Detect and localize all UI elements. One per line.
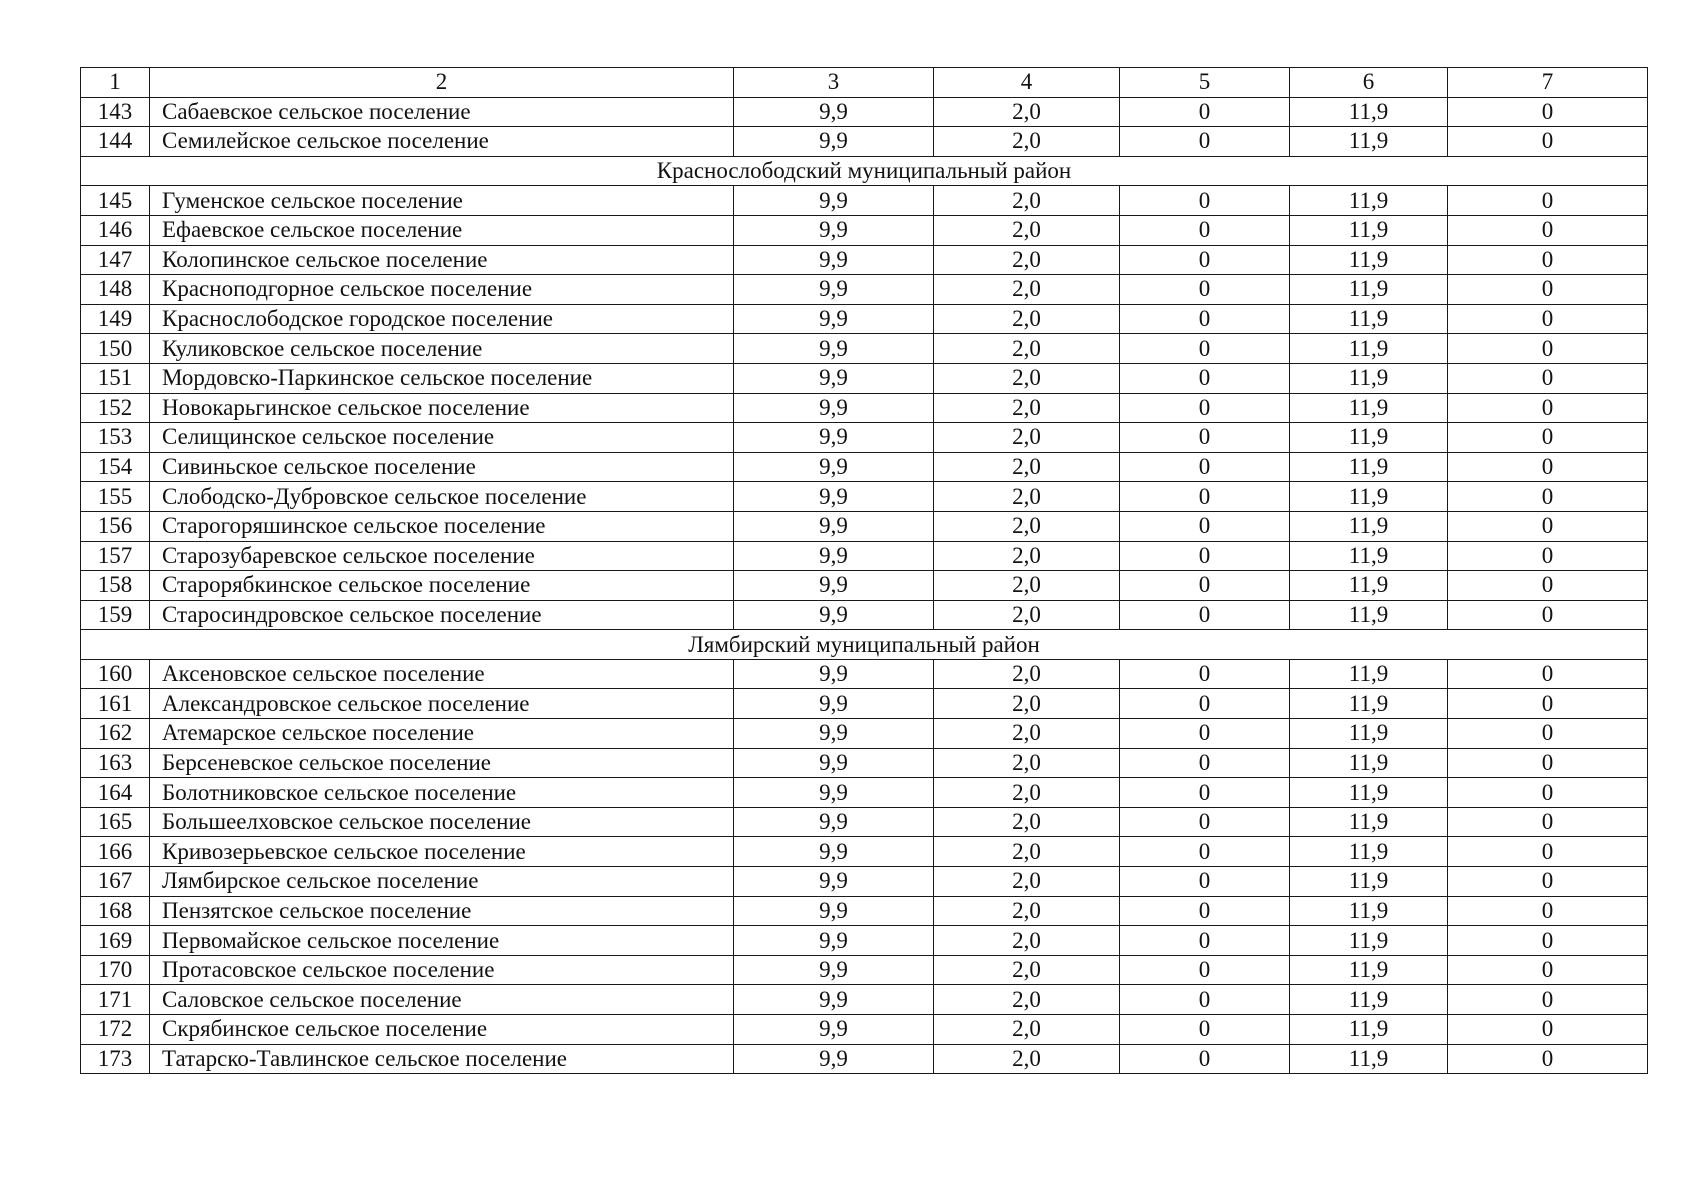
value-col-4: 2,0 [934,215,1120,245]
row-number: 169 [81,926,150,956]
settlement-name: Саловское сельское поселение [150,985,734,1015]
value-col-3: 9,9 [734,393,934,423]
value-col-7: 0 [1448,363,1648,393]
value-col-3: 9,9 [734,452,934,482]
value-col-3: 9,9 [734,867,934,897]
settlement-name: Сабаевское сельское поселение [150,97,734,127]
value-col-5: 0 [1120,245,1290,275]
value-col-4: 2,0 [934,1015,1120,1045]
row-number: 170 [81,955,150,985]
value-col-7: 0 [1448,571,1648,601]
row-number: 172 [81,1015,150,1045]
value-col-3: 9,9 [734,97,934,127]
settlement-name: Пензятское сельское поселение [150,896,734,926]
value-col-3: 9,9 [734,689,934,719]
value-col-3: 9,9 [734,778,934,808]
row-number: 173 [81,1044,150,1074]
row-number: 150 [81,334,150,364]
value-col-4: 2,0 [934,482,1120,512]
settlement-name: Берсеневское сельское поселение [150,748,734,778]
table-row [81,778,1648,808]
settlement-name: Ефаевское сельское поселение [150,215,734,245]
row-number: 149 [81,304,150,334]
row-number: 155 [81,482,150,512]
value-col-4: 2,0 [934,837,1120,867]
value-col-4: 2,0 [934,571,1120,601]
value-col-5: 0 [1120,1044,1290,1074]
settlement-name: Новокарьгинское сельское поселение [150,393,734,423]
table-row [81,245,1648,275]
value-col-5: 0 [1120,867,1290,897]
table-row [81,985,1648,1015]
value-col-6: 11,9 [1290,926,1448,956]
value-col-7: 0 [1448,955,1648,985]
value-col-5: 0 [1120,97,1290,127]
table-row [81,659,1648,689]
column-header-7: 7 [1448,68,1648,98]
settlement-name: Старосиндровское сельское поселение [150,600,734,630]
value-col-5: 0 [1120,955,1290,985]
value-col-6: 11,9 [1290,186,1448,216]
table-row [81,955,1648,985]
value-col-6: 11,9 [1290,245,1448,275]
value-col-6: 11,9 [1290,541,1448,571]
value-col-3: 9,9 [734,719,934,749]
value-col-3: 9,9 [734,275,934,305]
value-col-3: 9,9 [734,1044,934,1074]
value-col-5: 0 [1120,393,1290,423]
value-col-5: 0 [1120,215,1290,245]
value-col-4: 2,0 [934,807,1120,837]
value-col-3: 9,9 [734,304,934,334]
settlement-name: Слободско-Дубровское сельское поселение [150,482,734,512]
value-col-3: 9,9 [734,215,934,245]
table-row [81,393,1648,423]
table-row [81,600,1648,630]
table-row [81,304,1648,334]
row-number: 157 [81,541,150,571]
row-number: 148 [81,275,150,305]
value-col-6: 11,9 [1290,1044,1448,1074]
column-header-2: 2 [150,68,734,98]
value-col-4: 2,0 [934,659,1120,689]
value-col-5: 0 [1120,748,1290,778]
value-col-4: 2,0 [934,393,1120,423]
value-col-6: 11,9 [1290,363,1448,393]
row-number: 152 [81,393,150,423]
value-col-6: 11,9 [1290,896,1448,926]
value-col-7: 0 [1448,511,1648,541]
row-number: 167 [81,867,150,897]
value-col-7: 0 [1448,393,1648,423]
settlement-name: Татарско-Тавлинское сельское поселение [150,1044,734,1074]
table-row [81,482,1648,512]
table-row [81,215,1648,245]
column-header-4: 4 [934,68,1120,98]
district-name: Лямбирский муниципальный район [81,630,1648,660]
value-col-5: 0 [1120,127,1290,157]
value-col-6: 11,9 [1290,393,1448,423]
row-number: 161 [81,689,150,719]
settlement-name: Лямбирское сельское поселение [150,867,734,897]
row-number: 143 [81,97,150,127]
value-col-3: 9,9 [734,807,934,837]
value-col-6: 11,9 [1290,600,1448,630]
value-col-7: 0 [1448,1015,1648,1045]
settlement-name: Кривозерьевское сельское поселение [150,837,734,867]
value-col-3: 9,9 [734,600,934,630]
row-number: 159 [81,600,150,630]
row-number: 153 [81,423,150,453]
settlement-name: Сивиньское сельское поселение [150,452,734,482]
value-col-6: 11,9 [1290,748,1448,778]
row-number: 162 [81,719,150,749]
value-col-7: 0 [1448,127,1648,157]
value-col-6: 11,9 [1290,304,1448,334]
table-row [81,452,1648,482]
value-col-7: 0 [1448,482,1648,512]
value-col-5: 0 [1120,482,1290,512]
settlement-name: Александровское сельское поселение [150,689,734,719]
value-col-5: 0 [1120,275,1290,305]
row-number: 168 [81,896,150,926]
value-col-5: 0 [1120,423,1290,453]
district-header-row [81,630,1648,660]
value-col-4: 2,0 [934,896,1120,926]
value-col-5: 0 [1120,571,1290,601]
value-col-5: 0 [1120,186,1290,216]
value-col-6: 11,9 [1290,127,1448,157]
value-col-5: 0 [1120,363,1290,393]
value-col-4: 2,0 [934,600,1120,630]
table-row [81,719,1648,749]
value-col-7: 0 [1448,452,1648,482]
table-row [81,275,1648,305]
value-col-6: 11,9 [1290,482,1448,512]
value-col-5: 0 [1120,334,1290,364]
settlement-name: Краснoподгорное сельское поселение [150,275,734,305]
settlement-name: Скрябинское сельское поселение [150,1015,734,1045]
table-row [81,837,1648,867]
value-col-3: 9,9 [734,571,934,601]
value-col-6: 11,9 [1290,511,1448,541]
value-col-5: 0 [1120,452,1290,482]
value-col-5: 0 [1120,600,1290,630]
value-col-3: 9,9 [734,127,934,157]
value-col-3: 9,9 [734,511,934,541]
row-number: 158 [81,571,150,601]
value-col-7: 0 [1448,245,1648,275]
value-col-5: 0 [1120,837,1290,867]
settlement-name: Большеелховское сельское поселение [150,807,734,837]
value-col-4: 2,0 [934,127,1120,157]
settlement-name: Мордовско-Паркинское сельское поселение [150,363,734,393]
value-col-5: 0 [1120,689,1290,719]
value-col-7: 0 [1448,778,1648,808]
row-number: 146 [81,215,150,245]
value-col-5: 0 [1120,1015,1290,1045]
value-col-5: 0 [1120,926,1290,956]
district-header-row [81,156,1648,186]
value-col-4: 2,0 [934,985,1120,1015]
settlement-name: Старорябкинское сельское поселение [150,571,734,601]
value-col-7: 0 [1448,659,1648,689]
column-number-row [81,68,1648,98]
value-col-5: 0 [1120,985,1290,1015]
value-col-4: 2,0 [934,748,1120,778]
value-col-7: 0 [1448,926,1648,956]
column-header-6: 6 [1290,68,1448,98]
settlement-name: Протасовское сельское поселение [150,955,734,985]
table-row [81,1044,1648,1074]
value-col-4: 2,0 [934,511,1120,541]
value-col-5: 0 [1120,511,1290,541]
value-col-4: 2,0 [934,452,1120,482]
value-col-7: 0 [1448,1044,1648,1074]
value-col-4: 2,0 [934,689,1120,719]
value-col-7: 0 [1448,541,1648,571]
table-row [81,127,1648,157]
value-col-3: 9,9 [734,955,934,985]
value-col-6: 11,9 [1290,955,1448,985]
row-number: 165 [81,807,150,837]
value-col-6: 11,9 [1290,275,1448,305]
value-col-7: 0 [1448,186,1648,216]
value-col-6: 11,9 [1290,423,1448,453]
table-row [81,748,1648,778]
row-number: 147 [81,245,150,275]
value-col-7: 0 [1448,985,1648,1015]
settlement-name: Болотниковское сельское поселение [150,778,734,808]
table-row [81,97,1648,127]
row-number: 166 [81,837,150,867]
value-col-6: 11,9 [1290,571,1448,601]
value-col-6: 11,9 [1290,807,1448,837]
value-col-4: 2,0 [934,541,1120,571]
value-col-6: 11,9 [1290,778,1448,808]
value-col-5: 0 [1120,541,1290,571]
row-number: 151 [81,363,150,393]
settlement-name: Атемарское сельское поселение [150,719,734,749]
table-row [81,423,1648,453]
value-col-6: 11,9 [1290,659,1448,689]
table-row [81,541,1648,571]
value-col-3: 9,9 [734,896,934,926]
value-col-7: 0 [1448,807,1648,837]
value-col-3: 9,9 [734,985,934,1015]
value-col-3: 9,9 [734,245,934,275]
value-col-7: 0 [1448,215,1648,245]
row-number: 163 [81,748,150,778]
district-name: Краснослободский муниципальный район [81,156,1648,186]
value-col-7: 0 [1448,719,1648,749]
table-row [81,1015,1648,1045]
value-col-4: 2,0 [934,363,1120,393]
value-col-6: 11,9 [1290,719,1448,749]
value-col-4: 2,0 [934,867,1120,897]
row-number: 156 [81,511,150,541]
value-col-4: 2,0 [934,334,1120,364]
value-col-7: 0 [1448,334,1648,364]
value-col-6: 11,9 [1290,1015,1448,1045]
value-col-6: 11,9 [1290,837,1448,867]
table-row [81,807,1648,837]
value-col-7: 0 [1448,867,1648,897]
value-col-3: 9,9 [734,423,934,453]
value-col-4: 2,0 [934,955,1120,985]
value-col-3: 9,9 [734,748,934,778]
value-col-3: 9,9 [734,363,934,393]
value-col-3: 9,9 [734,1015,934,1045]
value-col-4: 2,0 [934,926,1120,956]
table-body [81,97,1648,1074]
value-col-3: 9,9 [734,482,934,512]
value-col-6: 11,9 [1290,867,1448,897]
value-col-4: 2,0 [934,97,1120,127]
settlement-name: Колопинское сельское поселение [150,245,734,275]
row-number: 144 [81,127,150,157]
settlement-name: Гуменское сельское поселение [150,186,734,216]
settlement-name: Аксеновское сельское поселение [150,659,734,689]
table-row [81,363,1648,393]
table-row [81,511,1648,541]
value-col-4: 2,0 [934,423,1120,453]
value-col-7: 0 [1448,423,1648,453]
value-col-3: 9,9 [734,659,934,689]
value-col-4: 2,0 [934,778,1120,808]
table-row [81,334,1648,364]
settlement-name: Куликовское сельское поселение [150,334,734,364]
settlement-name: Семилейское сельское поселение [150,127,734,157]
column-header-5: 5 [1120,68,1290,98]
value-col-6: 11,9 [1290,452,1448,482]
value-col-6: 11,9 [1290,97,1448,127]
row-number: 154 [81,452,150,482]
settlement-name: Селищинское сельское поселение [150,423,734,453]
value-col-4: 2,0 [934,245,1120,275]
column-header-3: 3 [734,68,934,98]
value-col-7: 0 [1448,689,1648,719]
value-col-5: 0 [1120,719,1290,749]
value-col-4: 2,0 [934,719,1120,749]
row-number: 164 [81,778,150,808]
table-row [81,571,1648,601]
value-col-5: 0 [1120,304,1290,334]
value-col-5: 0 [1120,659,1290,689]
settlement-name: Первомайское сельское поселение [150,926,734,956]
value-col-6: 11,9 [1290,985,1448,1015]
settlement-name: Краснослободское городское поселение [150,304,734,334]
row-number: 145 [81,186,150,216]
column-header-1: 1 [81,68,150,98]
value-col-7: 0 [1448,748,1648,778]
table-row [81,186,1648,216]
settlement-name: Старозубаревское сельское поселение [150,541,734,571]
row-number: 171 [81,985,150,1015]
value-col-5: 0 [1120,778,1290,808]
value-col-7: 0 [1448,275,1648,305]
row-number: 160 [81,659,150,689]
value-col-7: 0 [1448,600,1648,630]
value-col-6: 11,9 [1290,689,1448,719]
value-col-5: 0 [1120,807,1290,837]
value-col-6: 11,9 [1290,334,1448,364]
value-col-4: 2,0 [934,186,1120,216]
value-col-3: 9,9 [734,837,934,867]
value-col-4: 2,0 [934,1044,1120,1074]
table-row [81,867,1648,897]
value-col-5: 0 [1120,896,1290,926]
value-col-7: 0 [1448,837,1648,867]
value-col-4: 2,0 [934,275,1120,305]
value-col-7: 0 [1448,304,1648,334]
value-col-7: 0 [1448,896,1648,926]
settlements-table [80,67,1648,1074]
table-row [81,896,1648,926]
value-col-3: 9,9 [734,186,934,216]
table-row [81,689,1648,719]
value-col-7: 0 [1448,97,1648,127]
value-col-4: 2,0 [934,304,1120,334]
value-col-3: 9,9 [734,541,934,571]
table-row [81,926,1648,956]
settlement-name: Старогоряшинское сельское поселение [150,511,734,541]
value-col-3: 9,9 [734,926,934,956]
value-col-3: 9,9 [734,334,934,364]
value-col-6: 11,9 [1290,215,1448,245]
